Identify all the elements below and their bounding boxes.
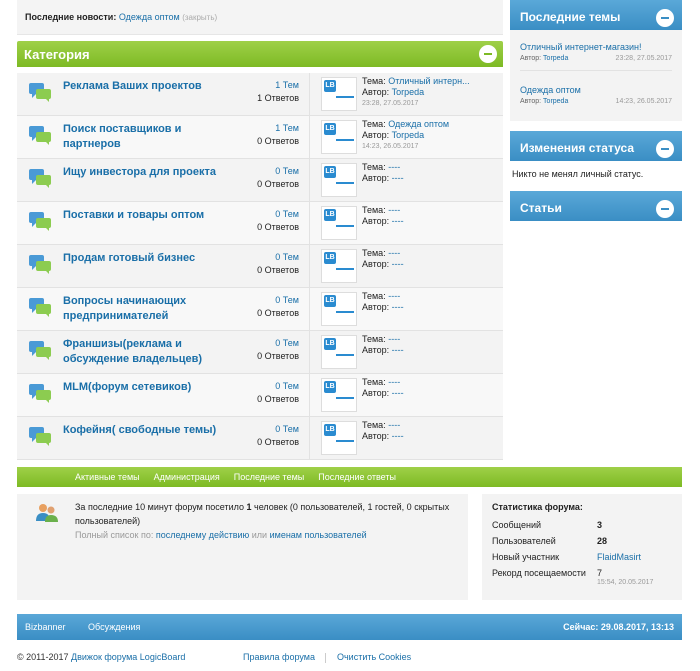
logicboard-logo-icon: LB bbox=[324, 209, 336, 221]
current-time: Сейчас: 29.08.2017, 13:13 bbox=[563, 622, 674, 632]
last-topic-link[interactable]: Одежда оптом bbox=[388, 119, 450, 129]
sidebar bbox=[510, 0, 682, 221]
forum-row bbox=[17, 116, 503, 159]
news-close-link[interactable]: (закрыть) bbox=[182, 13, 218, 22]
avatar[interactable] bbox=[321, 163, 357, 197]
collapse-icon[interactable] bbox=[479, 45, 497, 63]
forum-topics-count[interactable]: 1 Тем bbox=[275, 80, 299, 90]
forum-replies-count: 1 Ответов bbox=[257, 93, 299, 103]
forum-stats bbox=[227, 208, 299, 234]
last-topic-link[interactable]: Отличный интерн... bbox=[388, 76, 470, 86]
forum-topics-count[interactable]: 0 Тем bbox=[275, 424, 299, 434]
forum-stats bbox=[227, 251, 299, 277]
forum-row bbox=[17, 73, 503, 116]
forum-row bbox=[17, 288, 503, 331]
topic-label: Тема: bbox=[362, 119, 386, 129]
avatar[interactable] bbox=[321, 335, 357, 369]
last-author-link[interactable]: ---- bbox=[391, 173, 404, 183]
forum-list bbox=[17, 73, 503, 460]
online-last-action-link[interactable]: последнему действию bbox=[155, 530, 250, 540]
bottom-nav-link[interactable]: Последние темы bbox=[233, 472, 305, 482]
forum-row bbox=[17, 331, 503, 374]
news-link[interactable]: Одежда оптом bbox=[118, 12, 180, 22]
news-bar bbox=[17, 0, 503, 35]
topic-label: Тема: bbox=[362, 291, 386, 301]
news-label: Последние новости: bbox=[25, 12, 117, 22]
logicboard-logo-icon: LB bbox=[324, 252, 336, 264]
last-topic-link[interactable]: ---- bbox=[388, 334, 401, 344]
forum-bubble-icon bbox=[29, 126, 51, 146]
online-or: или bbox=[251, 530, 268, 540]
divider bbox=[309, 331, 310, 373]
avatar[interactable] bbox=[321, 378, 357, 412]
bottom-nav-link[interactable]: Последние ответы bbox=[318, 472, 396, 482]
forum-topics-count[interactable]: 0 Тем bbox=[275, 381, 299, 391]
divider bbox=[309, 288, 310, 330]
author-label: Автор: bbox=[362, 388, 390, 398]
last-author-link[interactable]: ---- bbox=[391, 431, 404, 441]
last-post bbox=[362, 76, 502, 109]
last-post bbox=[362, 291, 502, 313]
avatar[interactable] bbox=[321, 77, 357, 111]
logicboard-logo-icon: LB bbox=[324, 338, 336, 350]
collapse-icon[interactable] bbox=[656, 9, 674, 27]
last-topic-link[interactable]: ---- bbox=[388, 377, 401, 387]
forum-bubble-icon bbox=[29, 169, 51, 189]
forum-bubble-icon bbox=[29, 384, 51, 404]
last-topic-link[interactable]: ---- bbox=[388, 420, 401, 430]
last-post bbox=[362, 119, 502, 152]
forum-row bbox=[17, 374, 503, 417]
last-topic-link[interactable]: ---- bbox=[388, 205, 401, 215]
online-list-label: Полный список по: bbox=[75, 530, 154, 540]
forum-topics-count[interactable]: 0 Тем bbox=[275, 166, 299, 176]
forum-bubble-icon bbox=[29, 341, 51, 361]
forum-stats bbox=[227, 294, 299, 320]
divider bbox=[309, 116, 310, 158]
latest-topic-link[interactable]: Одежда оптом bbox=[520, 85, 581, 95]
topic-label: Тема: bbox=[362, 76, 386, 86]
topic-label: Тема: bbox=[362, 248, 386, 258]
avatar[interactable] bbox=[321, 206, 357, 240]
author-label: Автор: bbox=[520, 55, 542, 62]
forum-row bbox=[17, 245, 503, 288]
author-label: Автор: bbox=[362, 302, 390, 312]
status-text: Никто не менял личный статус. bbox=[512, 169, 644, 179]
forum-row bbox=[17, 202, 503, 245]
forum-topics-count[interactable]: 0 Тем bbox=[275, 338, 299, 348]
forum-title[interactable]: Поиск поставщиков и партнеров bbox=[63, 123, 182, 150]
bottom-nav-link[interactable]: Администрация bbox=[153, 472, 220, 482]
logicboard-logo-icon: LB bbox=[324, 381, 336, 393]
divider bbox=[309, 73, 310, 115]
forum-stats bbox=[227, 337, 299, 363]
forum-stats bbox=[227, 122, 299, 148]
author-label: Автор: bbox=[362, 87, 390, 97]
divider bbox=[309, 159, 310, 201]
logicboard-logo-icon: LB bbox=[324, 295, 336, 307]
divider bbox=[309, 245, 310, 287]
forum-stats bbox=[227, 423, 299, 449]
divider bbox=[309, 202, 310, 244]
online-line-b: человек (0 пользователей, 1 гостей, 0 скрытых пользователей) bbox=[75, 502, 450, 526]
last-post bbox=[362, 162, 502, 184]
topic-label: Тема: bbox=[362, 205, 386, 215]
main-column bbox=[17, 0, 503, 460]
forum-replies-count: 0 Ответов bbox=[257, 265, 299, 275]
author-label: Автор: bbox=[362, 431, 390, 441]
avatar[interactable] bbox=[321, 120, 357, 154]
author-label: Автор: bbox=[520, 98, 542, 105]
stat-value: 7 bbox=[597, 568, 603, 578]
online-text bbox=[75, 500, 460, 542]
logicboard-logo-icon: LB bbox=[324, 424, 336, 436]
forum-stats bbox=[227, 79, 299, 105]
latest-topic-item bbox=[520, 71, 672, 113]
engine-link[interactable]: Движок форума LogicBoard bbox=[71, 652, 186, 662]
rules-link[interactable]: Правила форума bbox=[243, 652, 315, 662]
forum-row bbox=[17, 417, 503, 460]
footer-link-discussions[interactable]: Обсуждения bbox=[88, 622, 141, 632]
latest-author-link[interactable]: Torpeda bbox=[543, 98, 569, 105]
topic-label: Тема: bbox=[362, 377, 386, 387]
last-author-link[interactable]: ---- bbox=[391, 388, 404, 398]
forum-stats bbox=[227, 165, 299, 191]
author-label: Автор: bbox=[362, 345, 390, 355]
latest-topics-title: Последние темы bbox=[520, 10, 621, 24]
stat-label: Новый участник bbox=[492, 552, 560, 562]
collapse-icon[interactable] bbox=[656, 200, 674, 218]
forum-replies-count: 0 Ответов bbox=[257, 308, 299, 318]
forum-replies-count: 0 Ответов bbox=[257, 179, 299, 189]
stats-title: Статистика форума: bbox=[492, 502, 583, 512]
last-topic-link[interactable]: ---- bbox=[388, 291, 401, 301]
forum-row bbox=[17, 159, 503, 202]
articles-header bbox=[510, 191, 682, 221]
stat-value: 3 bbox=[597, 520, 603, 530]
last-post bbox=[362, 248, 502, 270]
last-post bbox=[362, 420, 502, 442]
forum-title[interactable]: MLM(форум сетевиков) bbox=[63, 381, 192, 393]
forum-topics-count[interactable]: 0 Тем bbox=[275, 209, 299, 219]
forum-replies-count: 0 Ответов bbox=[257, 394, 299, 404]
last-author-link[interactable]: Torpeda bbox=[391, 130, 425, 140]
forum-title[interactable]: Кофейня( свободные темы) bbox=[63, 424, 217, 436]
last-post bbox=[362, 377, 502, 399]
logicboard-logo-icon: LB bbox=[324, 123, 336, 135]
forum-title[interactable]: Вопросы начинающих предпринимателей bbox=[63, 295, 187, 322]
author-label: Автор: bbox=[362, 173, 390, 183]
divider bbox=[309, 417, 310, 459]
clear-cookies-link[interactable]: Очистить Cookies bbox=[336, 652, 412, 662]
category-header bbox=[17, 41, 503, 67]
latest-topics-header bbox=[510, 0, 682, 30]
forum-stats bbox=[227, 380, 299, 406]
forum-replies-count: 0 Ответов bbox=[257, 437, 299, 447]
footer-bar bbox=[17, 614, 682, 640]
forum-topics-count[interactable]: 1 Тем bbox=[275, 123, 299, 133]
copyright bbox=[17, 652, 682, 662]
last-author-link[interactable]: ---- bbox=[391, 216, 404, 226]
stat-label: Рекорд посещаемости bbox=[492, 568, 586, 578]
forum-bubble-icon bbox=[29, 427, 51, 447]
forum-bubble-icon bbox=[29, 298, 51, 318]
footer-link-bizbanner[interactable]: Bizbanner bbox=[25, 622, 66, 632]
last-author-link[interactable]: ---- bbox=[391, 345, 404, 355]
collapse-icon[interactable] bbox=[656, 140, 674, 158]
logicboard-logo-icon: LB bbox=[324, 166, 336, 178]
online-line-a: За последние 10 минут форум посетило bbox=[75, 502, 244, 512]
last-post bbox=[362, 205, 502, 227]
last-topic-link[interactable]: ---- bbox=[388, 248, 401, 258]
forum-title[interactable]: Франшизы(реклама и обсуждение владельцев) bbox=[63, 338, 203, 365]
stat-value: 28 bbox=[597, 536, 608, 546]
avatar[interactable] bbox=[321, 421, 357, 455]
bottom-nav bbox=[17, 467, 682, 487]
forum-topics-count[interactable]: 0 Тем bbox=[275, 295, 299, 305]
forum-title[interactable]: Продам готовый бизнес bbox=[63, 252, 196, 264]
online-block bbox=[17, 494, 468, 600]
last-post-date: 23:28, 27.05.2017 bbox=[362, 100, 419, 107]
forum-stats-block bbox=[482, 494, 682, 600]
forum-bubble-icon bbox=[29, 255, 51, 275]
logicboard-logo-icon: LB bbox=[324, 80, 336, 92]
topic-label: Тема: bbox=[362, 420, 386, 430]
forum-replies-count: 0 Ответов bbox=[257, 351, 299, 361]
forum-replies-count: 0 Ответов bbox=[257, 222, 299, 232]
topic-label: Тема: bbox=[362, 162, 386, 172]
stat-label: Пользователей bbox=[492, 536, 556, 546]
forum-bubble-icon bbox=[29, 212, 51, 232]
latest-topic-item bbox=[520, 34, 672, 71]
latest-topic-date: 23:28, 27.05.2017 bbox=[615, 55, 672, 62]
topic-label: Тема: bbox=[362, 334, 386, 344]
users-icon bbox=[35, 503, 59, 523]
last-author-link[interactable]: ---- bbox=[391, 259, 404, 269]
record-date: 15:54, 20.05.2017 bbox=[597, 579, 654, 586]
last-author-link[interactable]: ---- bbox=[391, 302, 404, 312]
bottom-nav-link[interactable]: Активные темы bbox=[75, 472, 140, 482]
latest-topic-date: 14:23, 26.05.2017 bbox=[615, 98, 672, 105]
last-topic-link[interactable]: ---- bbox=[388, 162, 401, 172]
author-label: Автор: bbox=[362, 130, 390, 140]
author-label: Автор: bbox=[362, 216, 390, 226]
avatar[interactable] bbox=[321, 292, 357, 326]
latest-topic-link[interactable]: Отличный интернет-магазин! bbox=[520, 42, 642, 52]
forum-bubble-icon bbox=[29, 83, 51, 103]
last-post bbox=[362, 334, 502, 356]
newest-member-link[interactable]: FlaidMasirt bbox=[597, 552, 642, 562]
author-label: Автор: bbox=[362, 259, 390, 269]
forum-title[interactable]: Реклама Ваших проектов bbox=[63, 80, 202, 92]
forum-title[interactable]: Ищу инвестора для проекта bbox=[63, 166, 216, 178]
status-header bbox=[510, 131, 682, 161]
online-usernames-link[interactable]: именам пользователей bbox=[269, 530, 367, 540]
latest-topics-list bbox=[510, 30, 682, 121]
divider bbox=[309, 374, 310, 416]
avatar[interactable] bbox=[321, 249, 357, 283]
copyright-text: © 2011-2017 bbox=[17, 652, 69, 662]
stat-label: Сообщений bbox=[492, 520, 541, 530]
articles-title: Статьи bbox=[520, 201, 562, 215]
last-post-date: 14:23, 26.05.2017 bbox=[362, 143, 419, 150]
last-author-link[interactable]: Torpeda bbox=[391, 87, 425, 97]
forum-replies-count: 0 Ответов bbox=[257, 136, 299, 146]
latest-author-link[interactable]: Torpeda bbox=[543, 55, 569, 62]
forum-topics-count[interactable]: 0 Тем bbox=[275, 252, 299, 262]
category-title: Категория bbox=[24, 47, 90, 62]
forum-title[interactable]: Поставки и товары оптом bbox=[63, 209, 205, 221]
status-title: Изменения статуса bbox=[520, 141, 634, 155]
online-count: 1 bbox=[246, 502, 252, 512]
